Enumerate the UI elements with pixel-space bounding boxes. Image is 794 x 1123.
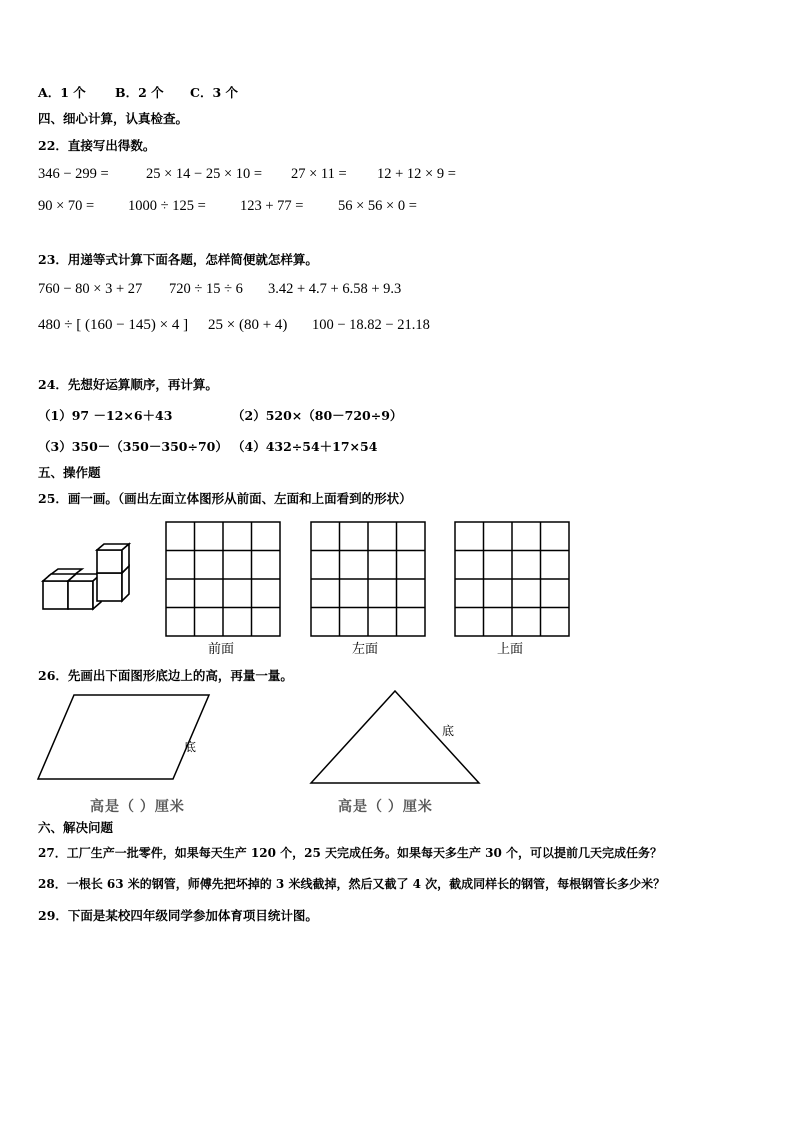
q24-title: 24．先想好运算顺序，再计算。 <box>38 377 218 392</box>
q22-r2-c2: 1000 ÷ 125 = <box>128 198 206 214</box>
choice-a: A．1 个 <box>38 85 86 100</box>
q24-item-3: （3）350－（350－350÷70） <box>38 439 228 454</box>
parallelogram-height-answer: 高是（ ）厘米 <box>90 798 185 814</box>
q22-r2-c3: 123 + 77 = <box>240 198 304 214</box>
grid-left-view[interactable] <box>310 521 426 637</box>
q24-item-4: （4）432÷54＋17×54 <box>232 439 378 454</box>
label-left: 左面 <box>352 641 379 656</box>
q24-item-2: （2）520×（80－720÷9） <box>232 408 403 423</box>
q23-r2-c3: 100 − 18.82 − 21.18 <box>312 317 430 333</box>
q28-text: 28．一根长 63 米的钢管，师傅先把坏掉的 3 米线截掉，然后又截了 4 次，截成同样长的钢管，每根钢管长多少米？ <box>38 877 666 891</box>
q23-r2-c1: 480 ÷ [ (160 − 145) × 4 ] <box>38 317 189 333</box>
parallelogram-base-label: 底 <box>184 740 197 754</box>
label-front: 前面 <box>208 641 235 656</box>
q22-r1-c2: 25 × 14 − 25 × 10 = <box>146 166 263 182</box>
q22-r2-c4: 56 × 56 × 0 = <box>338 198 417 214</box>
triangle-height-answer: 高是（ ）厘米 <box>338 798 433 814</box>
q27-text: 27．工厂生产一批零件，如果每天生产 120 个，25 天完成任务。如果每天多生产 30 个，可以提前几天完成任务？ <box>38 846 663 860</box>
q23-r1-c1: 760 − 80 × 3 + 27 <box>38 281 143 297</box>
cube-stack-figure <box>40 545 132 613</box>
q22-r1-c3: 27 × 11 = <box>291 166 347 182</box>
section-6-heading: 六、解决问题 <box>38 820 114 835</box>
q22-r1-c4: 12 + 12 × 9 = <box>377 166 456 182</box>
q29-text: 29．下面是某校四年级同学参加体育项目统计图。 <box>38 908 318 923</box>
q26-title: 26．先画出下面图形底边上的高，再量一量。 <box>38 668 293 683</box>
q23-r2-c2: 25 × (80 + 4) <box>208 317 288 333</box>
triangle-base-label: 底 <box>442 724 455 738</box>
section-4-heading: 四、细心计算，认真检查。 <box>38 111 189 126</box>
triangle-figure[interactable] <box>308 688 482 786</box>
label-top: 上面 <box>497 641 524 656</box>
choice-b: B．2 个 <box>115 85 164 100</box>
choice-c: C．3 个 <box>190 85 238 100</box>
q23-title: 23．用递等式计算下面各题，怎样简便就怎样算。 <box>38 252 318 267</box>
q22-r2-c1: 90 × 70 = <box>38 198 95 214</box>
q23-r1-c2: 720 ÷ 15 ÷ 6 <box>169 281 243 297</box>
grid-front-view[interactable] <box>165 521 281 637</box>
grid-top-view[interactable] <box>454 521 570 637</box>
section-5-heading: 五、操作题 <box>38 465 101 480</box>
parallelogram-figure[interactable] <box>36 692 214 782</box>
q25-title: 25．画一画。（画出左面立体图形从前面、左面和上面看到的形状） <box>38 491 412 506</box>
q24-item-1: （1）97 －12×6＋43 <box>38 408 173 423</box>
q23-r1-c3: 3.42 + 4.7 + 6.58 + 9.3 <box>268 281 402 297</box>
q22-r1-c1: 346 − 299 = <box>38 166 109 182</box>
q22-title: 22．直接写出得数。 <box>38 138 156 153</box>
